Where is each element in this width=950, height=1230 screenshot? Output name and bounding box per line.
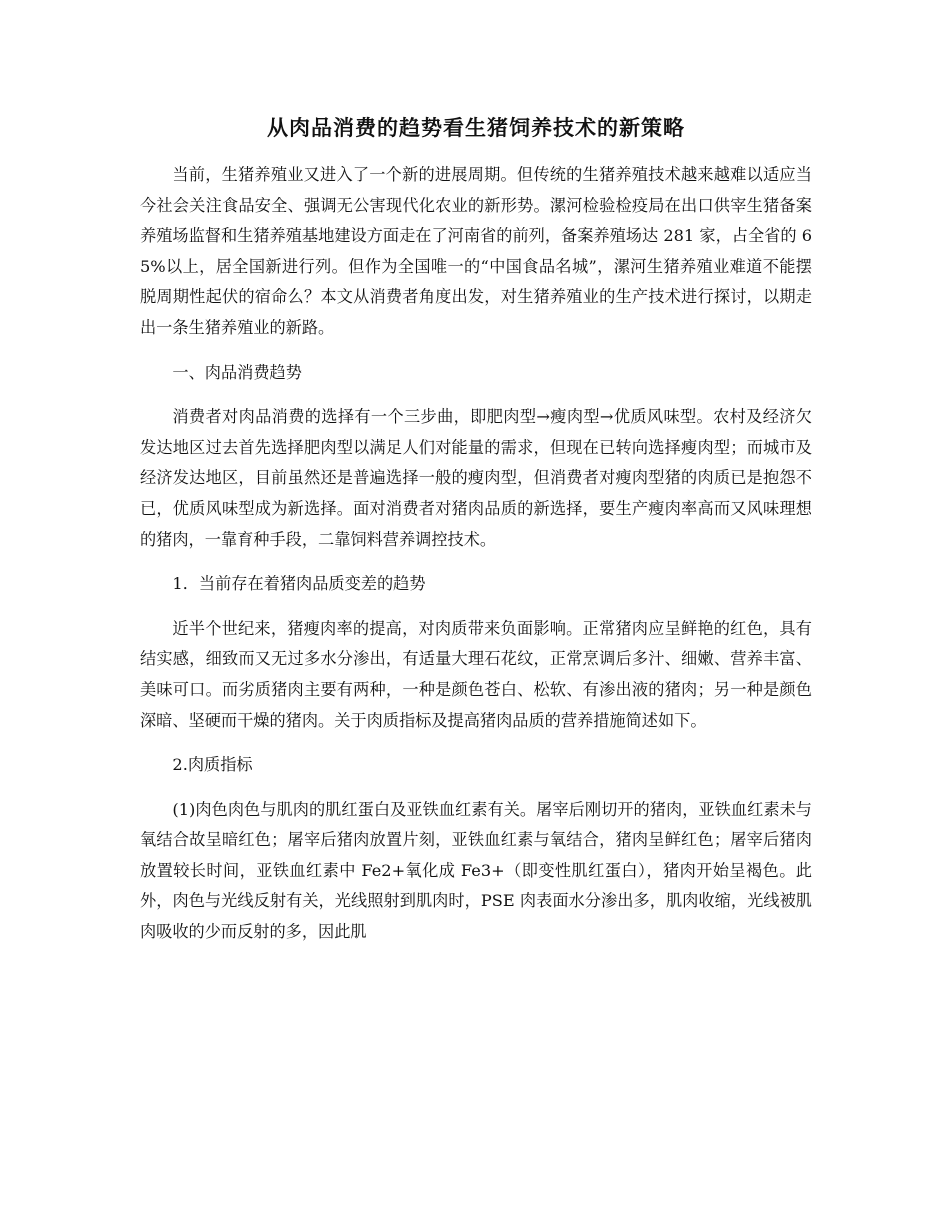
pork-quality-paragraph: 近半个世纪来，猪瘦肉率的提高，对肉质带来负面影响。正常猪肉应呈鲜艳的红色，具有结实感，细致而又无过多水分渗出，有适量大理石花纹，正常烹调后多汁、细嫩、营养丰富、美味可口。而劣质猪肉主要有两种，一种是颜色苍白、松软、有渗出液的猪肉；另一种是颜色深暗、坚硬而干燥的猪肉。关于肉质指标及提高猪肉品质的营养措施简述如下。 [140, 618, 812, 730]
subsection-heading-pork-quality-decline: 1．当前存在着猪肉品质变差的趋势 [172, 574, 426, 594]
section-heading-meat-consumption-trend: 一、肉品消费趋势 [172, 362, 302, 382]
meat-color-paragraph: (1)肉色肉色与肌肉的肌红蛋白及亚铁血红素有关。屠宰后刚切开的猪肉，亚铁血红素未与氧结合故呈暗红色；屠宰后猪肉放置片刻，亚铁血红素与氧结合，猪肉呈鲜红色；屠宰后猪肉放置较长时间，亚铁血红素中 Fe2+氧化成 Fe3+（即变性肌红蛋白），猪肉开始呈褐色。此外，肉色与光线反射有关，光线照射到肌肉时，PSE 肉表面水分渗出多，肌肉收缩，光线被肌肉吸收的少而反射的多，因此肌 [140, 799, 812, 942]
document-body [140, 108, 812, 962]
subsection-heading-meat-quality-indicators: 2.肉质指标 [172, 755, 253, 775]
consumption-trend-paragraph: 消费者对肉品消费的选择有一个三步曲，即肥肉型→瘦肉型→优质风味型。农村及经济欠发达地区过去首先选择肥肉型以满足人们对能量的需求，但现在已转向选择瘦肉型；而城市及经济发达地区，目前虽然还是普遍选择一般的瘦肉型，但消费者对瘦肉型猪的肉质已是抱怨不已，优质风味型成为新选择。面对消费者对猪肉品质的新选择，要生产瘦肉率高而又风味理想的猪肉，一靠育种手段，二靠饲料营养调控技术。 [140, 407, 812, 549]
document-title: 从肉品消费的趋势看生猪饲养技术的新策略 [267, 115, 685, 140]
intro-paragraph: 当前，生猪养殖业又进入了一个新的进展周期。但传统的生猪养殖技术越来越难以适应当今社会关注食品安全、强调无公害现代化农业的新形势。漯河检验检疫局在出口供宰生猪备案养殖场监督和生猪养殖基地建设方面走在了河南省的前列，备案养殖场达 281 家，占全省的 65%以上，居全国新进行列。但作为全国唯一的“中国食品名城”，漯河生猪养殖业难道不能摆脱周期性起伏的宿命么？本文从消费者角度出发，对生猪养殖业的生产技术进行探讨，以期走出一条生猪养殖业的新路。 [140, 165, 812, 337]
